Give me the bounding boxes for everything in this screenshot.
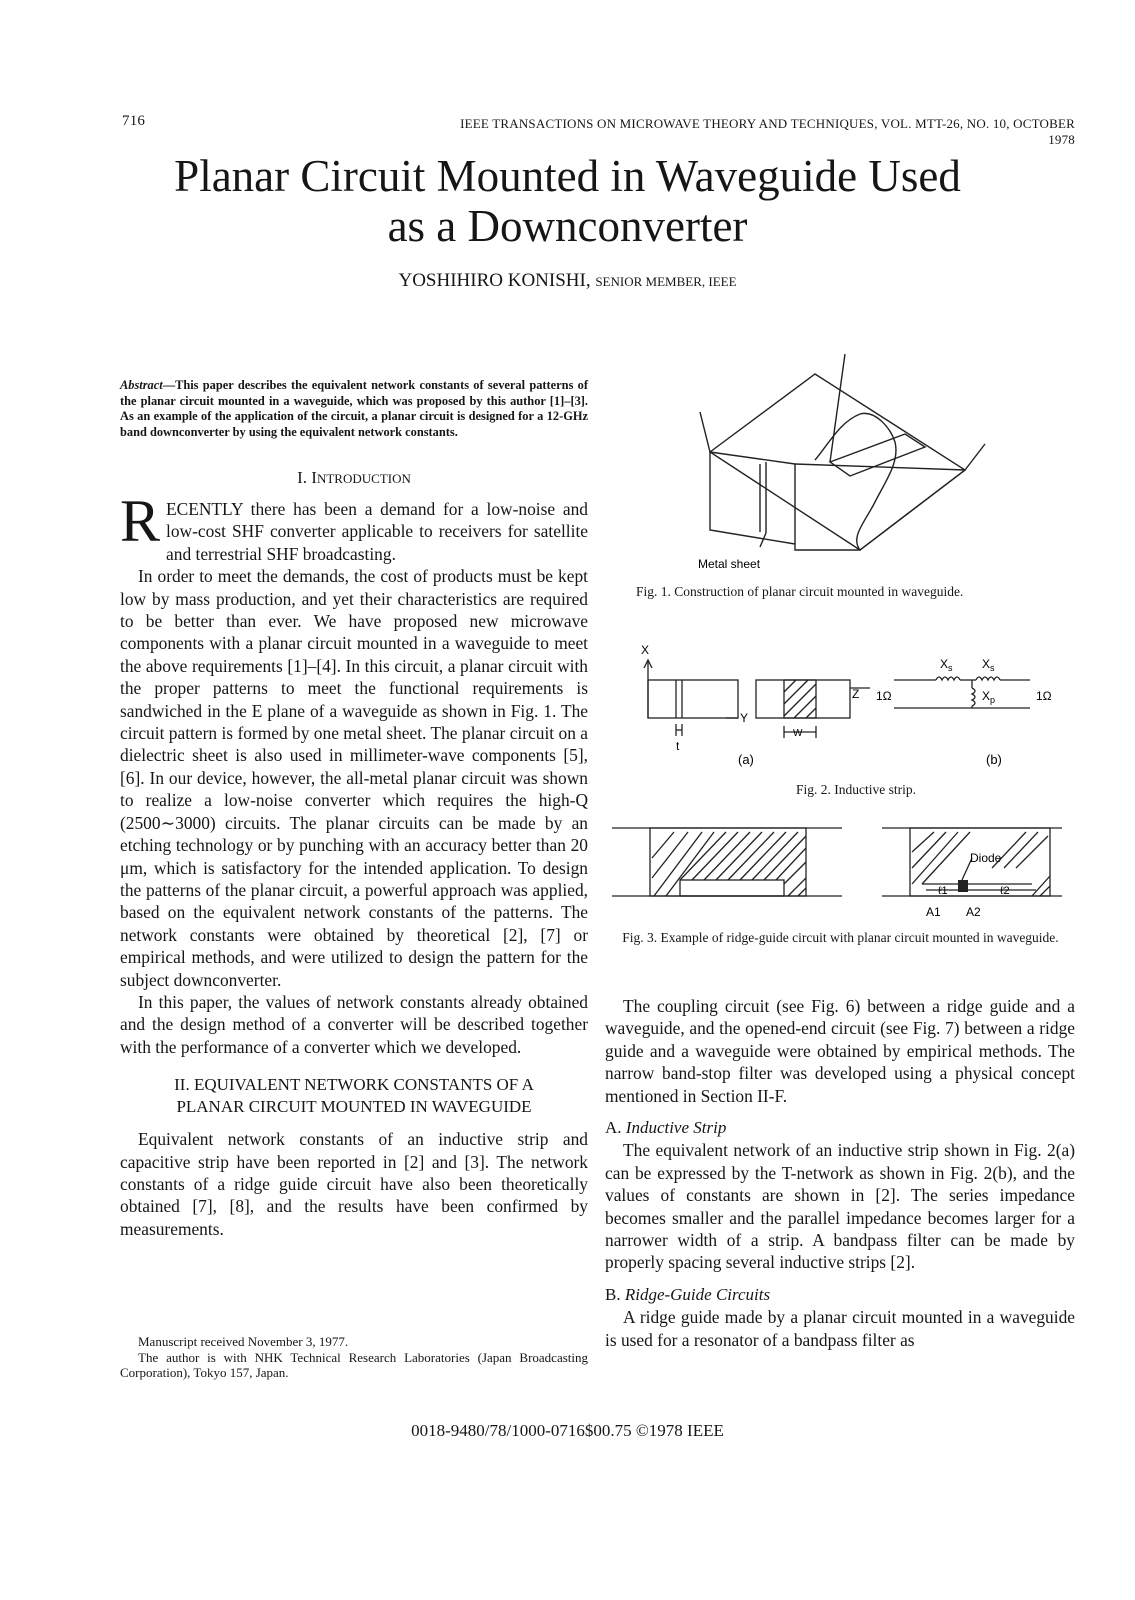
- svg-text:A2: A2: [966, 905, 981, 919]
- footnote-affiliation: The author is with NHK Technical Research Laboratories (Japan Broadcasting Corporation), Tokyo 157, Japan.: [120, 1349, 588, 1380]
- footnote: [120, 1334, 588, 1381]
- author-affiliation: SENIOR MEMBER, IEEE: [595, 274, 737, 289]
- subsection-a-paragraph: The equivalent network of an inductive strip shown in Fig. 2(a) can be expressed by the T-network as shown in Fig. 2(b), and the values of constants are shown in [2]. The series impedance becomes smaller and the parallel impedance becomes larger for a narrower width of a strip. A bandpass filter can be made by properly spacing several inductive strips [2].: [605, 1140, 1075, 1273]
- svg-text:Xs: $X_s$: [940, 657, 953, 673]
- figure-3-caption: Fig. 3. Example of ridge-guide circuit with planar circuit mounted in waveguide.: [622, 930, 1059, 945]
- subsection-a-heading: A. Inductive Strip: [605, 1118, 727, 1138]
- svg-text:A1: A1: [926, 905, 941, 919]
- svg-text:Xs: $X_s$: [982, 657, 995, 673]
- intro-paragraph-3: In this paper, the values of network constants already obtained and the design method of a converter will be described together with the performance of a converter which we developed.: [120, 991, 588, 1057]
- section2-heading-line2: PLANAR CIRCUIT MOUNTED IN WAVEGUIDE: [176, 1097, 532, 1117]
- svg-text:X: X: [641, 643, 650, 657]
- svg-text:ℓ2: ℓ2: [1000, 885, 1010, 897]
- paper-title-line1: Planar Circuit Mounted in Waveguide Used: [174, 151, 961, 201]
- author-name: YOSHIHIRO KONISHI,: [398, 270, 591, 291]
- svg-text:(a): (a): [738, 752, 754, 767]
- figure-3-ridge-guide: [612, 818, 1082, 922]
- left-column: [120, 467, 588, 1240]
- subsection-b-paragraph: A ridge guide made by a planar circuit mounted in a waveguide is used for a resonator of a bandpass filter as: [605, 1307, 1075, 1350]
- svg-text:ℓ1: ℓ1: [938, 885, 948, 897]
- diode-mark: [958, 880, 968, 892]
- intro-paragraph-1: RECENTLY there has been a demand for a low-noise and low-cost SHF converter applicable to receivers for satellite and terrestrial SHF broadcasting.: [120, 488, 588, 564]
- paper-title-line2: as a Downconverter: [387, 201, 748, 251]
- right-paragraph-1: The coupling circuit (see Fig. 6) between a ridge guide and a waveguide, and the opened-end circuit (see Fig. 7) between a ridge guide and a waveguide were obtained by empirical methods. The narrow band-stop filter was developed using a physical concept mentioned in Section II-F.: [605, 996, 1075, 1106]
- author-line: [0, 270, 1135, 292]
- abstract: [120, 378, 588, 440]
- figure-2-inductive-strip: [636, 640, 1076, 770]
- metal-sheet-label: Metal sheet: [698, 557, 761, 571]
- copyright-line: 0018-9480/78/1000-0716$00.75 ©1978 IEEE: [411, 1421, 724, 1440]
- figure-1-waveguide-drawing: [690, 352, 990, 580]
- figure-2-caption: Fig. 2. Inductive strip.: [796, 782, 916, 797]
- svg-text:Diode: Diode: [970, 851, 1002, 865]
- page-number: 716: [122, 113, 146, 129]
- svg-text:(b): (b): [986, 752, 1002, 767]
- footnote-received: Manuscript received November 3, 1977.: [138, 1334, 349, 1349]
- svg-text:W: W: [793, 728, 803, 739]
- svg-text:Xp: $X_p$: [982, 689, 996, 705]
- right-column: [605, 995, 1075, 1351]
- svg-text:t: t: [676, 739, 680, 753]
- drop-cap: R: [120, 488, 161, 554]
- subsection-b-heading: B. Ridge-Guide Circuits: [605, 1284, 771, 1304]
- svg-text:1Ω: 1Ω: [1036, 689, 1052, 703]
- section2-heading-line1: II. EQUIVALENT NETWORK CONSTANTS OF A: [174, 1075, 534, 1095]
- abstract-text: —This paper describes the equivalent network constants of several patterns of the planar circuit mounted in a waveguide, which was proposed by this author [1]–[3]. As an example of the application of the circuit, a planar circuit is designed for a 12-GHz band downconverter by using the equivalent network constants.: [120, 378, 588, 439]
- svg-text:Y: Y: [740, 711, 749, 725]
- abstract-lead: Abstract: [120, 378, 163, 392]
- running-header: IEEE TRANSACTIONS ON MICROWAVE THEORY AND TECHNIQUES, VOL. MTT-26, NO. 10, OCTOBER 1978: [460, 116, 1075, 147]
- intro-paragraph-2: In order to meet the demands, the cost of products must be kept low by mass production, and yet their characteristics are required to be better than ever. We have proposed new microwave components with a planar circuit mounted in a waveguide to meet the above requirements [1]–[4]. In this circuit, a planar circuit with the proper patterns to meet the functional requirements is sandwiched in the E plane of a waveguide as shown in Fig. 1. The circuit pattern is formed by one metal sheet. The planar circuit on a dielectric sheet is also used in millimeter-wave components [5], [6]. In our device, however, the all-metal planar circuit was shown to realize a low-noise converter which requires the high-Q (2500∼3000) circuits. The planar circuits can be made by an etching technology or by punching with an accuracy better than 20 μm, which is satisfactory for the intended application. To design the patterns of the planar circuit, a powerful approach was applied, based on the equivalent network constants of the patterns. The network constants were obtained by theoretical [2], [7] or empirical methods, and were utilized to design the pattern for the subject downconverter.: [120, 566, 588, 990]
- svg-text:1Ω: 1Ω: [876, 689, 892, 703]
- svg-text:Z: Z: [852, 687, 860, 701]
- intro-heading: I. INTRODUCTION: [297, 468, 411, 487]
- figure-1-caption: Fig. 1. Construction of planar circuit mounted in waveguide.: [636, 584, 964, 599]
- section2-paragraph-1: Equivalent network constants of an inductive strip and capacitive strip have been reported in [2] and [3]. The network constants of a ridge guide circuit have also been theoretically obtained [7], [8], and the results have been confirmed by measurements.: [120, 1129, 588, 1239]
